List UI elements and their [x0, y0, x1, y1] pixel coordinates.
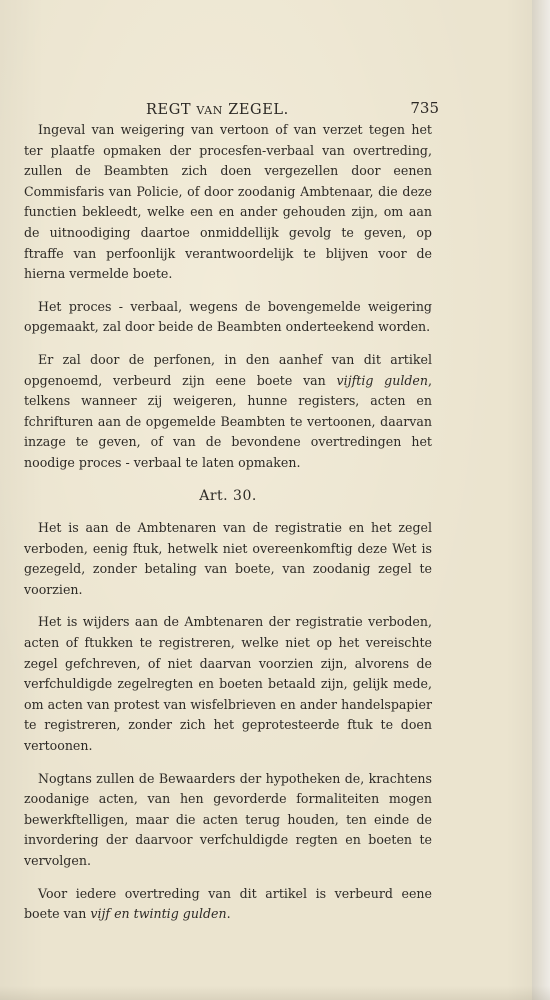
paragraph-7-after: . — [226, 906, 231, 922]
article-heading: Art. 30. — [199, 487, 257, 504]
paragraph-2: Het proces - verbaal, wegens de bovengemelde weigering opgemaakt, zal door beide de Beambten onderteekend worden. — [24, 298, 432, 335]
paragraph-4: Het is aan de Ambtenaren van de registratie en het zegel verboden, eenig ftuk, hetwelk niet overeenkomftig deze Wet is gezegeld, zonder betaling van boete, van zoodanig zegel te voorzien. — [24, 520, 432, 597]
page-edge — [532, 0, 550, 1000]
paragraph-3-before: Er zal door de perfonen, in den aanhef van dit artikel opgenoemd, verbeurd zijn eene boete van — [24, 351, 432, 388]
page-content — [24, 90, 439, 937]
running-title — [146, 100, 289, 122]
page-number: 735 — [410, 99, 439, 117]
fine-amount-fifty: vijftig gulden — [336, 372, 428, 388]
running-title-end: ZEGEL. — [228, 102, 289, 118]
paragraph-5: Het is wijders aan de Ambtenaren der registratie verboden, acten of ftukken te registreren, welke niet op het vereischte zegel gefchreven, of niet daarvan voorzien zijn, alvorens de verfchuldigde zegelregten en boeten betaald zijn, gelijk mede, om acten van protest van wisfelbrieven en ander handelspapier te registreren, zonder zich het geprotesteerde ftuk te doen vertoonen. — [24, 614, 432, 754]
paragraph-6: Nogtans zullen de Bewaarders der hypotheken de, krachtens zoodanige acten, van hen gevorderde formaliteiten mogen bewerkftelligen, maar die acten terug houden, ten einde de invordering der daarvoor verfchuldigde regten en boeten te vervolgen. — [24, 770, 432, 868]
page-header — [24, 90, 439, 120]
paragraph-1: Ingeval van weigering van vertoon of van verzet tegen het ter plaatfe opmaken der procesfen-verbaal van overtreding, zullen de Beambten zich doen vergezellen door eenen Commisfaris van Policie, of door zoodanig Ambtenaar, die deze functien bekleedt, welke een en ander gehouden zijn, om aan de uitnoodiging daartoe onmiddellijk gevolg te geven, op ftraffe van perfoonlijk verantwoordelijk te blijven voor de hierna vermelde boete. — [24, 122, 432, 282]
page-bottom-shadow — [0, 986, 550, 1000]
paragraph-3-after: , telkens wanneer zij weigeren, hunne registers, acten en fchrifturen aan de opgemelde Beambten te vertoonen, daarvan inzage te geven, of van de bevondene overtredingen het noodige proces - verbaal te laten opmaken. — [24, 372, 432, 470]
paragraph-7 — [24, 884, 432, 925]
fine-amount-twenty-five: vijf en twintig gulden — [90, 906, 227, 922]
paragraph-3 — [24, 350, 432, 474]
paragraph-7-before: Voor iedere overtreding van dit artikel is verbeurd eene boete van — [24, 885, 432, 922]
running-title-small: VAN — [196, 104, 223, 117]
running-title-main: REGT — [146, 102, 192, 118]
